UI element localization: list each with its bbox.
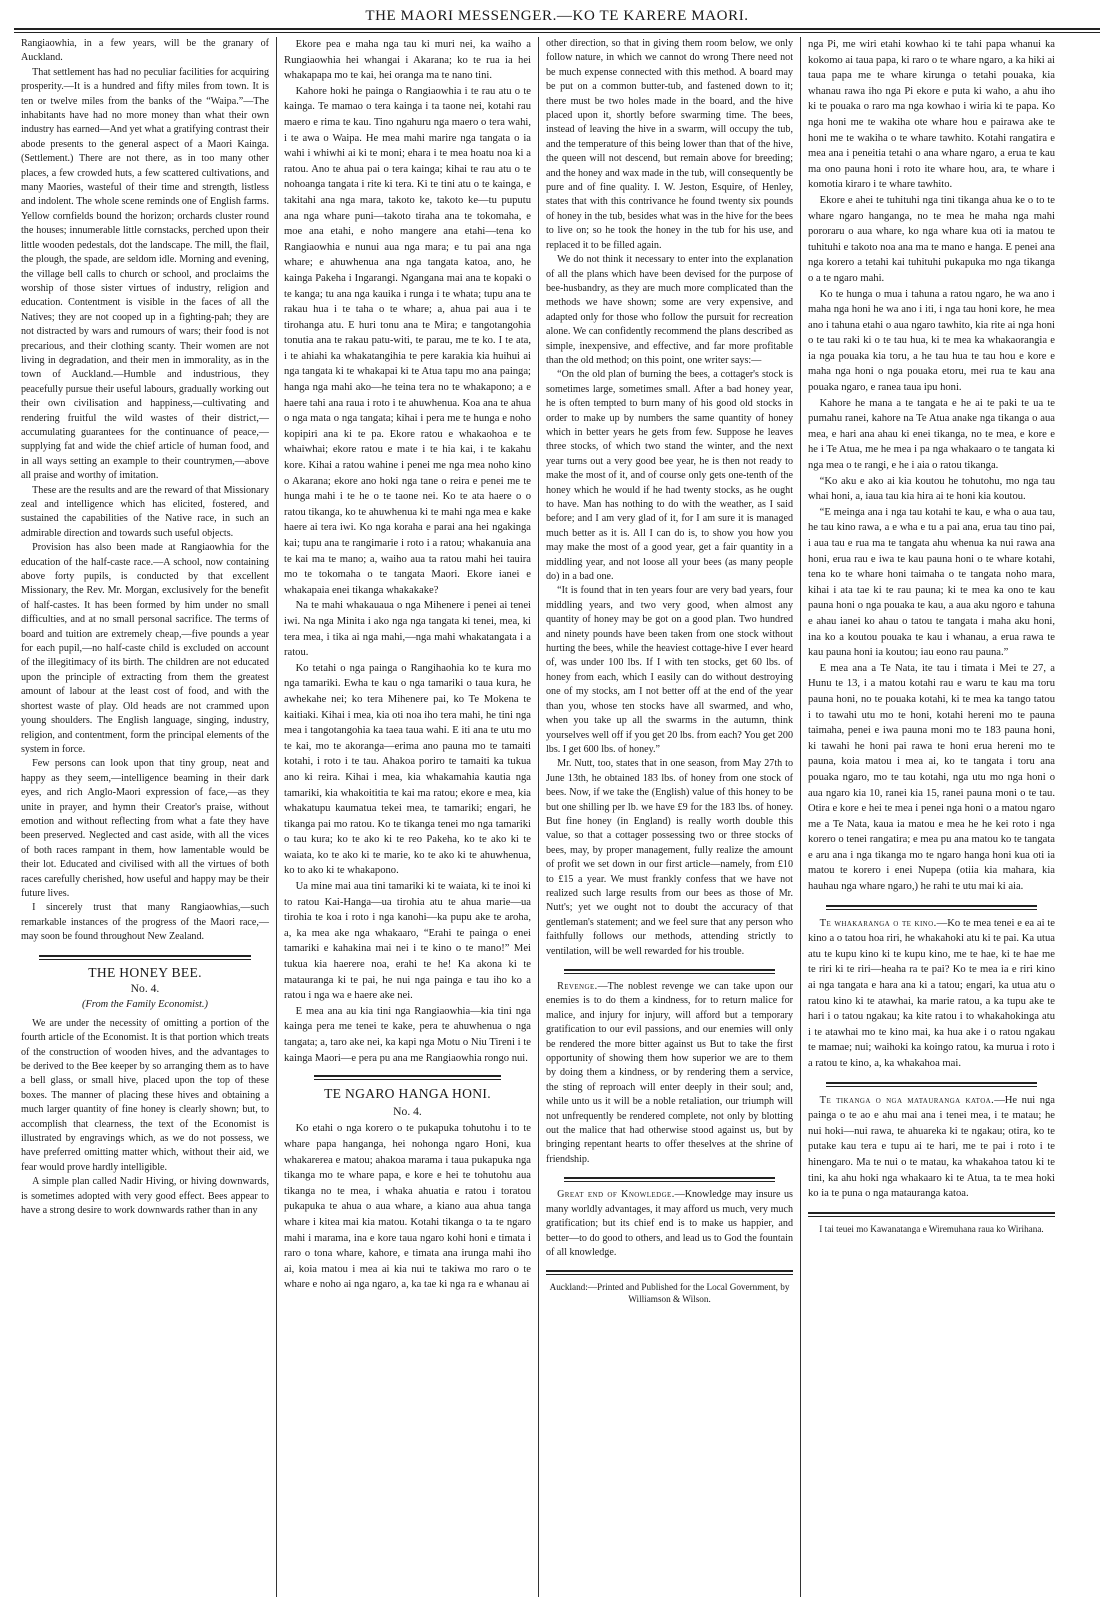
- article-paragraph: Ua mine mai aua tini tamariki ki te waiata, ki te inoi ki to ratou Kai-Hanga—ua tirohia atu te ahua marie—ua tirohia te koa i roto i nga kanohi—ka pupu ake te aroha, a, ka mea ake nga whakaaro, “Erahi te painga o enei tamariki e kahakina mai nei i te kino o te mano!” Mei tukua kia haerere noa, erahi te he! Ka akona ki te matauranga ki te pai, he nui nga painga e tau iho ko a ratou i nga wa e haere ake nei.: [284, 881, 531, 1002]
- page-masthead: THE MAORI MESSENGER.—KO TE KARERE MAORI.: [365, 8, 749, 24]
- article-paragraph: That settlement has had no peculiar facilities for acquiring prosperity.—It is a hundred and fifty miles from town. It is ten or twelve miles from the banks of the “Waipa.”—The inhabitants have had no more money than what their own industry has earned—And yet what a gratifying contrast their abode presents to the general aspect of a Maori Kainga. (Settlement.) There are not there, as in too many other places, a few crowded huts, a few scattered cultivations, and many Maories, wasteful of their time and strength, listless and indolent. The whole scene reminds one of English farms. Yellow cornfields bound the horizon; orchards cluster round the houses; innumerable little cornstacks, perched upon their little wooden pedestals, dot the landscape. The mill, the flail, the plough, the spade, are seldom idle. Morning and evening, the village bell calls to church or school, and proclaims the worship of those sister virtues of industry, religion and education. Contentment is visible in the faces of all the Natives; they are not cooped up in a fighting-pah; they are not distracted by wars and rumours of wars; their food is not precarious, and their clothing scanty. Their women are not living in degradation, and their men in immorality, as in the town of Auckland.—Humble and industrious, they peacefully pursue their useful labours, gradually working out their own civilisation and happiness,—cultivating and rendering fruitful the wild wastes of their district,—accumulating guarantees for the continuance of peace,—supplying fat and wide the chief article of human food, and in all ways setting an example to their countrymen,—above all praise and worthy of imitation.: [21, 66, 269, 482]
- article-paragraph: nga Pi, me wiri etahi kowhao ki te tahi papa whanui ka kokomo ai taua papa, ki raro o te whare ngaro, a ka hiki ai taua papa me te whare kirunga o tetahi pouaka, kia whanau rawa iho nga Pi ekore e puta ki waho, a ahu iho ki te pouaka o raro ma nga kowhao i wiria ki te papa. Ko nga honi me te wakiha ote whare hou e pairawa ake te honi me te wakiha o te whare tawhito. Kotahi rangatira e mea ana i peneitia tetahi o ana whare ngaro, a erua te kau ma ono pauna honi i roto ite whare hou, ara, te whare i komotia kiraro i te whare tawhito.: [808, 39, 1055, 191]
- section-divider: [564, 969, 775, 974]
- revenge-body: —The noblest revenge we can take upon our enemies is to do them a kindness, for to return malice for malice, and injury for injury, will afford but a temporary gratification to our evil passions, and our enemies will only be rendered the more bitter against us But to take the first opportunity of showing them how superior we are to them by doing them a kindness, or by rendering them a service, the sting of reproach will enter deeply in their soul; and, while unto us it will be a noble retaliation, our triumph will not unfrequently be rendered complete, not only by blotting out the malice that had otherwise stood against us, but by bringing repentant hearts to offer theselves at the shrine of friendship.: [546, 981, 793, 1165]
- section-divider: [826, 1082, 1037, 1087]
- section-source: (From the Family Economist.): [81, 999, 208, 1011]
- section-divider: [39, 955, 251, 960]
- section-divider: [826, 905, 1037, 910]
- whakaranga-body: —Ko te mea tenei e ea ai te kino a o tatou hoa riri, he whakahoki atu ki te pai. Ka utua atu te kupu kino ki te kupu kino, me te hae, ki te hae me te riri ki te riri—heaha ra te pai? Ko te mea ia e riri kino ai nga tangata e hara ana ki a tatou; engari, ka utua atu o ratou kino ki te atawhai, ka marie ratou, a ka tupu ake te hari i o tatou ngakau; ka kite ratou i to whakahokinga atu i te atawhai mo te kino mai, ka hua ake i o ratou ngakau te mamae; nui; waihoki ka koingo ratou, ka murua i roto i a ratou te kino, a, ka whakahoa mai.: [808, 917, 1055, 1069]
- section-divider: [314, 1075, 501, 1080]
- article-paragraph: other direction, so that in giving them room below, we only follow nature, in which we cannot do wrong There need not be much expense connected with this method. A board may be put on a common butter-tub, and fastened down to it; there must be two holes made in the board, and the hive placed upon it, shortly before swarming time. The bees, instead of leaving the hive in a swarm, will occupy the tub, and the temperature of this being lower than that of the hive, the queen will not descend, but remain above for breeding; and the honey and wax made in the tub, will consequently be pure and of fine quality. I. W. Jeston, Esquire, of Henley, states that with this contrivance he found twenty six pounds of honey in the tub, besides what was in the hive for the bees to live on; so he took the honey in the tub for his use, and replaced it to be filled again.: [546, 38, 793, 251]
- article-paragraph: These are the results and are the reward of that Missionary zeal and intelligence which has elicited, fostered, and sustained the capabilities of the Native race, in such an admirable direction and towards such useful objects.: [21, 484, 269, 539]
- article-paragraph: “On the old plan of burning the bees, a cottager's stock is sometimes large, sometimes small. After a bad honey year, he is often tempted to burn many of his good old stocks in order to make up by numbers the same quantity of honey which in better years he gets from few. Suppose he leaves three stocks, of which two stand the winter, and the next year turns out a very good bee year, he is then not ready to make the most of it, and of course only gets one-tenth of the honey which he would if he had twenty stocks, as he ought to have. Man has nothing to do with the weather, as I said before; and I am very glad of it, for I am sure it is managed much better as it is. All I can do is, to show you how you may make the most of a good year, get a fair quantity in a middling year, and not loose all your bees (as many people do) in a bad one.: [546, 369, 793, 583]
- article-paragraph: Rangiaowhia, in a few years, will be the granary of Auckland.: [21, 38, 269, 64]
- section-number: No. 4.: [130, 982, 160, 995]
- matauranga-paragraph: [808, 1093, 1055, 1202]
- printer-imprint-maori: I tai teuei mo Kawanatanga e Wiremuhana raua ko Wirihana.: [819, 1223, 1044, 1234]
- column-2: [276, 37, 538, 1597]
- article-paragraph: E mea ana a Te Nata, ite tau i timata i Mei te 27, a Hunu te 13, i a matou kotahi rau e waru te kau ma toru pauna honi, no te pouaka kotahi, ki te mea ka tango tatou i to tawahi utu mo te honi, kotahi hereni mo te pauna taimaha, penei e iwa pauna moni mo te 183 pauna honi, ki tawahi he honi pai rawa te honi erua hereni mo te pauna, koia matou i mea ai, ko te tangata i toru ana pouaka ngaro, mo te tau kotahi, nga utu mo nga honi o aua ngaro kia 10, ranei kia 15, ranei pauna moni o te tau. Otira e kore e hei te mea i penei nga honi o a matou ngaro me a Te Nata, kaua ia matou e mea he he kei roto i nga korero o tenei rangatira; e mea pu ana matou ko te tangata e aru ana i nga tikanga mo te ngaro hanga honi kua oti ia matou te korero i enei Nupepa (otiia kia mahara, kia hauhau nga whare ngaro,) he rahi te utu mai ki aia.: [808, 662, 1055, 893]
- knowledge-body: —Knowledge may insure us many worldly advantages, it may afford us much, very much gratification; but its chief end is to make us happier, and better—to do good to others, and lead us to God the fountain of all knowledge.: [546, 1189, 793, 1258]
- whakaranga-heading: Te whakaranga o te kino.: [819, 917, 937, 929]
- article-paragraph: I sincerely trust that many Rangiaowhias,—such remarkable instances of the progress of the Maori race,—may soon be found throughout New Zealand.: [21, 902, 269, 943]
- section-number: No. 4.: [393, 1104, 422, 1118]
- article-paragraph: We are under the necessity of omitting a portion of the fourth article of the Economist. It is that portion which treats of the construction of wooden hives, and the advantages to be derived to the Bee keeper by so arranging them as to have a bell glass, or small hive, placed upon the top of these boxes. The manner of placing these hives and obtaining a much larger quantity of fine honey is clearly shown; but, to accomplish that clearness, the text of the Economist is illustrated by engravings which, as we do not possess, we have preferred omitting matter which, without their aid, we fear would prove hardly intelligible.: [21, 1017, 269, 1173]
- imprint-divider: [546, 1270, 793, 1275]
- section-title-te-ngaro-hanga-honi: TE NGARO HANGA HONI.: [324, 1086, 491, 1102]
- column-container: [14, 37, 1100, 1597]
- matauranga-heading: Te tikanga o nga matauranga katoa.: [819, 1094, 995, 1106]
- article-paragraph: Kahore he mana a te tangata e he ai te paki te ua te pumahu ranei, kahore na Te Atua anake nga tikanga o aua mea, e hari ana ahau ki enei tikanga, no te mea, e kore e he i Te Atua, me he mea i pa nga whakaaro o te tangata ki nga mea o te rangi, e he i aia o ratou tikanga.: [808, 397, 1055, 472]
- section-divider: [564, 1177, 775, 1182]
- article-paragraph: E mea ana au kia tini nga Rangiaowhia—kia tini nga kainga pera me tenei te kake, pera te ahuwhenua o nga tangata; a, taro ake nei, ka kapi nga Motu o Niu Tireni i te kainga Maori—e pera pu ana me Rangiaowhia rongo nui.: [284, 1005, 531, 1064]
- knowledge-heading: Great end of Knowledge.: [557, 1189, 675, 1201]
- article-paragraph: Provision has also been made at Rangiaowhia for the education of the half-caste race.—A school, now containing above forty pupils, is conducted by that excellent Missionary, the Rev. Mr. Morgan, exclusively for the benefit of half-castes. It has been formed by him under no small difficulties, and at no small personal sacrifice. The terms of board and tuition are extremely cheap,—five pounds a year for each pupil,—no half-caste child is excluded on account of the illegitimacy of its birth. The children are not educated upon the principle of extracting from them the greatest amount of labour at the least cost of food, and with the shortest waste of play. Old heads are not crammed upon young shoulders. The English language, singing, industry, religion, and contentment, form the principal elements of the system in force.: [21, 542, 269, 755]
- article-paragraph: Ko etahi o nga korero o te pukapuka tohutohu i to te whare papa hanganga, hei nohonga ngaro Honi, kua whakarerea e matou; ahakoa marama i taua pukapuka nga tikanga mo te whare papa, e kore e hei te tohutohu aua tikanga no te mea, i whaka ahuatia e ratou i toratou pukapuka te ahua o aua whare, a kiano aua ahua tanga whare i kitea mai kia matou. Kotahi tikanga o ta te ngaro mahi i marama, ina e kore taua ngaro kohi honi e timata i raro o tona whare, kahore, e timata ana irunga mahi iho ai, koia matou i mea ai kia nui te takiwa mo raro o te whare e noho ai nga ngaro, a, ka tae ki nga ra e whanau ai: [284, 1123, 531, 1291]
- knowledge-paragraph: [546, 1188, 793, 1260]
- revenge-paragraph: [546, 980, 793, 1167]
- imprint-divider: [808, 1212, 1055, 1217]
- article-paragraph: “It is found that in ten years four are very bad years, four middling years, and two very good, when almost any quantity of honey may be got on a good plan. Two hundred and ninety pounds have been taken from one stock without hurting the bees, while the heaviest cottage-hive I ever heard of, was under 100 lbs. If I with ten stocks, get 60 lbs. of honey from each, which I easily can do without destroying one of my stocks, am I not better off at the end of the year than you, whose ten stocks have all swarmed, and who, when you take up all the swarms in the autumn, think yourselves well off if you get 20 lbs. from each? You get 200 lbs. I get 600 lbs. of honey.”: [546, 585, 793, 755]
- column-4: [800, 37, 1062, 1597]
- whakaranga-paragraph: [808, 916, 1055, 1072]
- article-paragraph: Ko tetahi o nga painga o Rangihaohia ko te kura mo nga tamariki. Ewha te kau o nga tamariki o taua kura, he awhekahe nei; ko tera Mihenere pai, ko Te Mokena te kaitiaki. Kihai i mea, kia oti noa iho tera mahi, he tini nga mea i tangotangohia ka taea taua wahi. E iti ana te utu mo te kai, mo te akoranga—erima ano pauna mo te tamaiti kotahi, i roto i te tau. Ahakoa poriro te tamaiti ka tukua ano ki reira. Kihai i mea, kia whakamahia kautia nga tamariki, kia whakoititia te kai ma ratou; ekore e mea, kia whakatupu kaumatua tekei mea, te tamariki; engari, he tikanga pai mo ratou. Ko te tikanga tenei mo nga tamariki o tau kura; ko te ako ki te reo Pakeha, ko te ako ki te waiata, ko te ako ki te marie, ko te ako ki te ahuwhenua, ko to ako ki te whakapono.: [284, 662, 531, 877]
- article-paragraph: “Ko aku e ako ai kia koutou he tohutohu, mo nga tau whai honi, a, iaua tau kia hira ai te honi kia koutou.: [808, 475, 1055, 503]
- article-paragraph: Few persons can look upon that tiny group, neat and happy as they seem,—intelligence beaming in their dark eyes, and rich Anglo-Maori expression of face,—as they unite in prayer, and hymn their Creator's praise, without emotion and without reflecting from what a fate they have been preserved. Neglected and cast aside, with all the vices of both races rampant in them, how lamentable would be their lot. Educated and civilised with all the virtues of both races carefully cherished, how useful and happy may be their future lives.: [21, 758, 269, 899]
- printer-imprint: Auckland:—Printed and Published for the Local Government, by Williamson & Wilson.: [549, 1282, 790, 1305]
- column-3: [538, 37, 800, 1597]
- column-1: [14, 37, 276, 1597]
- article-paragraph: Na te mahi whakauaua o nga Mihenere i penei ai tenei iwi. Na nga Minita i ako nga nga tangata ki tenei, mea, ki tera mea, i tika ai nga mahi,—nga mahi whakatangata i a ratou.: [284, 600, 531, 659]
- article-paragraph: A simple plan called Nadir Hiving, or hiving downwards, is sometimes adopted with very good effect. Bees appear to have a strong desire to work downwards rather than in any: [21, 1176, 269, 1217]
- article-paragraph: We do not think it necessary to enter into the explanation of all the plans which have been devised for the purpose of bee-husbandry, as they are much more complicated than the methods we have shown; some are very expensive, and adapted only for those who follow the pursuit for recreation alone. We can confidently recommend the plans described as simple, inexpensive, and effective, and far more profitable than the old method; on this point, one writer says:—: [546, 254, 793, 366]
- masthead-rule: [14, 28, 1100, 33]
- article-paragraph: Kahore hoki he painga o Rangiaowhia i te rau atu o te kainga. Te mamao o tera kainga i ta taone nei, kotahi rau maero e rima te kau. Tino ngahuru nga maero o tera wahi, i te awa o Waipa. He mea mahi marire nga tangata o ia wahi i whiwhi ai ki te moni; ehara i te mea hoatu noa ki a ratou. Ano te ahua pai o tera kainga; kihai te rau atu o te nohoanga tangata i rite ki tera. Ki te tini atu o te kainga, e takitahi ana nga mara, takoto ke, takoto ke—tu puputu ana nga whare puni—takoto tiraha ana te tokomaha, e moe ana etahi, e noho mangere ana etahi—tena ko Rangiaowhia e nunui aua nga mara; e tu pai ana nga whare; e ahuwhenua ana nga tangata katoa, ano, he kainga Pakeha i Ingarangi. Ngangana mai ana te kopaki o te kanga; tu ana nga kauika i runga i te whata; tupu ana te rakau hua i te taha o te whare; a, ahua pai aua i te tirohanga atu. E huri tonu ana te Mira; e tangotangohia tonutia ana te rakau patu-witi, te parau, me te ko. I te ata, i te ahiahi ka whakatangihia te pere karakia kia huihui ai nga tangata ki te whakapai ki te Atua tapu mo ana painga; hanga nga mahi ako—he teina tera no te whakapono; a e haere tahi ana raua i roto i te ahuwhenua. Koa ana te ahua o nga mata o nga tangata; kihai i pera me te hunga e noho kopipiri ana ki te pa. Ekore ratou e whakaohoa e te whaiwhai; ekore ratou e mate i te hia kai, i te kakahu kore. Kihai a ratou wahine i penei me nga mea noho kino o Akarana; ekore ano hoki nga tane o reira e penei me te hunga mahi i te he o te taone nei. Ko te ata haere o o ratou tikanga, ko te ahuwhenua ki te mahi nga mea e kake haere ai tera iwi. Ko nga koraha e parai ana hei ngakinga kai; tupu ana te rangimarie i roto i a ratou; whakanuia ana te kai ma te mano; a, waiho aua ta ratou mahi hei tauira mo te tokomaha o te tangata Maori. Ekore ianei e whakapaia enei tikanga whakakake?: [284, 85, 531, 596]
- article-paragraph: Ko te hunga o mua i tahuna a ratou ngaro, he wa ano i maha nga honi he wa ano i iti, i nga tau honi kore, he mea ano i tahuna etahi o aua ngaro tawhito, kia rite ai nga honi o te tau raki ki o te tau hua, ki te mea ka whakaorangia e ia nga pouaka kia toru, a he tau hua te tau hou e kore e maha nga honi o nga pouaka etoru, mei rua te kau ana pouaka ngaro, e ranea taua ipu honi.: [808, 288, 1055, 394]
- matauranga-body: —He nui nga painga o te ao e ahu mai ana i tenei mea, i te matau; he nui hoki—nui rawa, te ahuareka ki te ngakau; otira, ko te putake kau tera e tupu ai te hari, me te pai i roto i te hinengaro. Ma te nui o te matau, ka whakahoa tatou ki te tini, ka ahu hoki nga whakaaro ki te Atua, ta te mea hoki ko ia te puna o nga matauranga katoa.: [808, 1094, 1056, 1200]
- revenge-heading: Revenge.: [557, 981, 598, 992]
- article-paragraph: Mr. Nutt, too, states that in one season, from May 27th to June 13th, he obtained 183 lbs. of honey from one stock of bees. Now, if we take the (English) value of this honey to be but one shilling per lb. we have £9 for the 183 lbs. of honey. But fine honey (in England) is really worth double this value, so that a cottager possessing two or three stocks of bees, may, by proper management, fully realize the amount of profit we set down in our first article—namely, from £10 to £15 a year. We must frankly confess that we have not realized such large results from our bees as those of Mr. Nutt's; yet we ought not to doubt the accuracy of that gentleman's statement; and we feel sure that any person who faithfully follows our methods, attending strictly to ventilation, will be well rewarded for his trouble.: [546, 758, 793, 957]
- section-title-honey-bee: THE HONEY BEE.: [88, 964, 202, 980]
- article-paragraph: Ekore pea e maha nga tau ki muri nei, ka waiho a Rungiaowhia hei whangai i Akarana; ko te rua ia hei whakapapa mo te kai, hei oranga ma te nano tini.: [284, 39, 531, 82]
- article-paragraph: “E meinga ana i nga tau kotahi te kau, e wha o aua tau, he tau kino rawa, a e wha e tu a pai ana, erua tau tino pai, i aua tau e rua ma te tangata ahu whenua ka nui rawa ana honi, erua rau e iwa te kau pauna honi o te whare kotahi, tena ko te whare honi taimaha o te tangata noho mara, kihai i ata tae ki te rau pauna; ki te mea ka ono te kau pauna honi o nga pouaka te kau, a aua aku ngoro e tahuna e ahau ianei ko ahau o tatou te tangata i maha aku honi, ina ko a koutou pouaka te kau i whanau, a erua rawa te kau pauna honi ia koutou; iau eono rau pauna.”: [808, 506, 1055, 659]
- article-paragraph: Ekore e ahei te tuhituhi nga tini tikanga ahua ke o to te whare ngaro hanganga, no te mea he maha nga mahi pororaru o aua whare, ko nga whare kua oti ia matou te tuhituhi e takoto noa ana ma te mano e hanga. E penei ana nga korero a tetahi kai tuhituhi pukapuka mo nga tikanga o a te ngaro mahi.: [808, 194, 1055, 284]
